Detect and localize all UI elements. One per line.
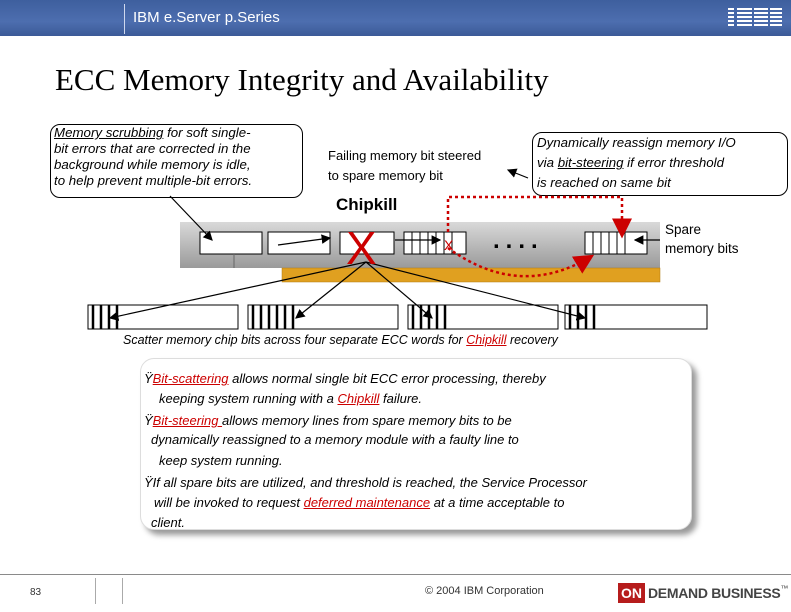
- bullet-1: [144, 371, 546, 386]
- bullet-1-line-2: [159, 391, 422, 406]
- bullet-text: If all spare bits are utilized, and threshold is reached, the Service Processor: [152, 475, 587, 490]
- bullet-panel: [140, 358, 692, 530]
- footer-divider: [0, 574, 791, 575]
- bit-scattering-link[interactable]: Bit-scattering: [152, 371, 229, 386]
- bullet-text: allows memory lines from spare memory bits to be: [222, 413, 512, 428]
- bullet-text: keeping system running with a: [159, 391, 338, 406]
- memory-chip: [200, 232, 262, 254]
- bullet-3: [144, 475, 587, 490]
- footer-divider: [95, 578, 96, 604]
- page-number: 83: [30, 587, 42, 598]
- callout-text: if error threshold: [623, 155, 724, 170]
- memory-scrubbing-link[interactable]: Memory scrubbing: [54, 125, 164, 140]
- bullet-text: failure.: [379, 391, 423, 406]
- chipkill-label: Chipkill: [336, 195, 398, 214]
- deferred-maintenance-link[interactable]: deferred maintenance: [303, 495, 431, 510]
- scatter-text: recovery: [506, 333, 558, 347]
- bullet-text: will be invoked to request: [154, 495, 304, 510]
- bullet-2: [144, 413, 512, 428]
- callout-text: bit errors that are corrected in the: [54, 141, 251, 156]
- ellipsis-dots: ....: [493, 227, 544, 254]
- bit-steering-link[interactable]: bit-steering: [557, 155, 624, 170]
- scatter-caption: [123, 333, 558, 347]
- spare-line-2: memory bits: [665, 241, 739, 256]
- ecc-word: [248, 305, 398, 329]
- bullet-marker: Ÿ: [144, 413, 153, 428]
- on-demand-business-logo: [618, 580, 788, 606]
- slide-title: ECC Memory Integrity and Availability: [55, 62, 549, 97]
- chipkill-link[interactable]: Chipkill: [337, 391, 380, 406]
- spare-line-1: Spare: [665, 222, 702, 237]
- bullet-2-line-3: keep system running.: [159, 453, 283, 468]
- bit-steering-link[interactable]: Bit-steering: [152, 413, 223, 428]
- memory-chip: [404, 232, 466, 254]
- bullet-marker: Ÿ: [144, 475, 153, 490]
- callout-text: to help prevent multiple-bit errors.: [54, 173, 253, 188]
- callout-text: background while memory is idle,: [54, 157, 251, 172]
- bullet-3-line-3: client.: [151, 515, 185, 530]
- ecc-word: [88, 305, 238, 329]
- bullet-2-line-2: dynamically reassigned to a memory module with a faulty line to: [151, 432, 519, 447]
- bullet-text: at a time acceptable to: [430, 495, 565, 510]
- dimm-edge-connector: [282, 268, 660, 282]
- failing-line-2: to spare memory bit: [328, 168, 443, 183]
- bullet-text: allows normal single bit ECC error processing, thereby: [228, 371, 546, 386]
- bullet-3-line-2: [154, 495, 565, 510]
- copyright-text: © 2004 IBM Corporation: [425, 585, 544, 597]
- chipkill-x-mark: X: [346, 222, 377, 274]
- callout-text: is reached on same bit: [537, 175, 671, 190]
- demand-business-text: DEMAND BUSINESS: [648, 585, 781, 601]
- callout-text: via: [537, 155, 558, 170]
- chipkill-link[interactable]: Chipkill: [466, 333, 507, 347]
- header-title: IBM e.Server p.Series: [133, 9, 280, 26]
- scatter-text: Scatter memory chip bits across four separate ECC words for: [123, 333, 467, 347]
- callout-text: for soft single-: [163, 125, 251, 140]
- failed-bit-x-mark: X: [444, 237, 454, 253]
- trademark-mark: ™: [780, 584, 789, 593]
- failing-line-1: Failing memory bit steered: [328, 148, 482, 163]
- memory-chip: [268, 232, 330, 254]
- spare-chip: [585, 232, 647, 254]
- footer-divider: [122, 578, 123, 604]
- bullet-marker: Ÿ: [144, 371, 153, 386]
- callout-text: Dynamically reassign memory I/O: [537, 135, 736, 150]
- on-logo-box: ON: [618, 583, 645, 603]
